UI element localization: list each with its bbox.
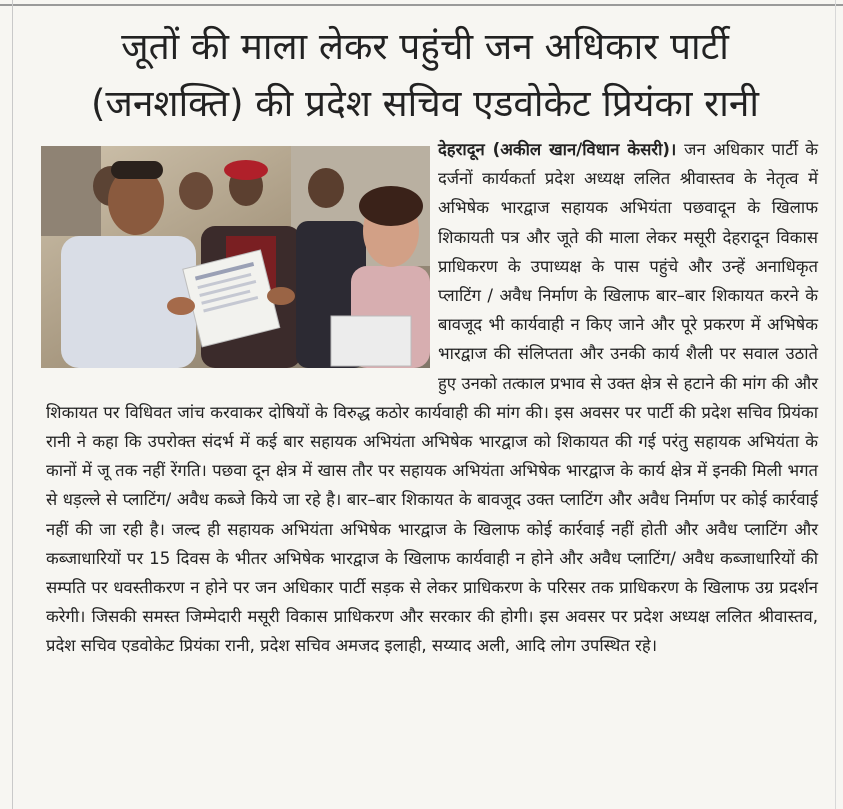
photo-text-wrap-spacer — [46, 135, 438, 380]
article-dateline: देहरादून (अकील खान/विधान केसरी)। — [438, 140, 685, 159]
article-body — [46, 135, 818, 661]
article-body-text: जन अधिकार पार्टी के दर्जनों कार्यकर्ता प्रदेश अध्यक्ष ललित श्रीवास्तव के नेतृत्व में अभिषेक भारद्वाज सहायक अभियंता पछवादून के खिलाफ शिकायती पत्र और जूते की माला लेकर मसूरी देहरादून विकास प्राधिकरण के उपाध्यक्ष के पास पहुंचे और उन्हें अनाधिकृत प्लाटिंग / अवैध निर्माण के खिलाफ बार–बार शिकायत करने के बावजूद भी कार्यवाही न किए जाने और पूरे प्रकरण में अभिषेक भारद्वाज की संलिप्तता और उनकी कार्य शैली पर सवाल उठाते हुए उनको तत्काल प्रभाव से उक्त क्षेत्र से हटाने की मांग की और शिकायत पर विधिवत जांच करवाकर दोषियों के विरुद्ध कठोर कार्यवाही की मांग की। इस अवसर पर पार्टी की प्रदेश सचिव प्रियंका रानी ने कहा कि उपरोक्त संदर्भ में कई बार सहायक अभियंता अभिषेक भारद्वाज को शिकायत की गई परंतु सहायक अभियंता के कानों में जू तक नहीं रेंगति। पछवा दून क्षेत्र में खास तौर पर सहायक अभियंता अभिषेक भारद्वाज के कार्य क्षेत्र में इनकी मिली भगत से धड़ल्ले से प्लाटिंग/ अवैध कब्जे किये जा रहे है। बार–बार शिकायत के बावजूद उक्त प्लाटिंग और अवैध निर्माण पर कोई कार्रवाई नहीं की जा रही है। जल्द ही सहायक अभियंता अभिषेक भारद्वाज के खिलाफ कोई कार्रवाई नहीं होती और अवैध प्लाटिंग और कब्जाधारियों पर 15 दिवस के भीतर अभिषेक भारद्वाज के खिलाफ कार्यवाही न होने और अवैध प्लाटिंग/ अवैध कब्जाधारियों की सम्पति पर धवस्तीकरण न होने पर जन अधिकार पार्टी सड़क से लेकर प्राधिकरण के परिसर तक प्राधिकरण के खिलाफ उग्र प्रदर्शन करेगी। जिसकी समस्त जिम्मेदारी मसूरी विकास प्राधिकरण और सरकार की होगी। इस अवसर पर प्रदेश अध्यक्ष ललित श्रीवास्तव, प्रदेश सचिव एडवोकेट प्रियंका रानी, प्रदेश सचिव अमजद इलाही, सय्याद अली, आदि लोग उपस्थित रहे। — [46, 140, 819, 656]
headline — [20, 18, 830, 132]
right-column-rule — [835, 0, 836, 809]
left-column-rule — [12, 0, 13, 809]
headline-line-2: (जनशक्ति) की प्रदेश सचिव एडवोकेट प्रियंका रानी — [90, 82, 759, 125]
top-border-rule — [0, 4, 843, 6]
headline-line-1: जूतों की माला लेकर पहुंची जन अधिकार पार्टी — [121, 25, 729, 68]
